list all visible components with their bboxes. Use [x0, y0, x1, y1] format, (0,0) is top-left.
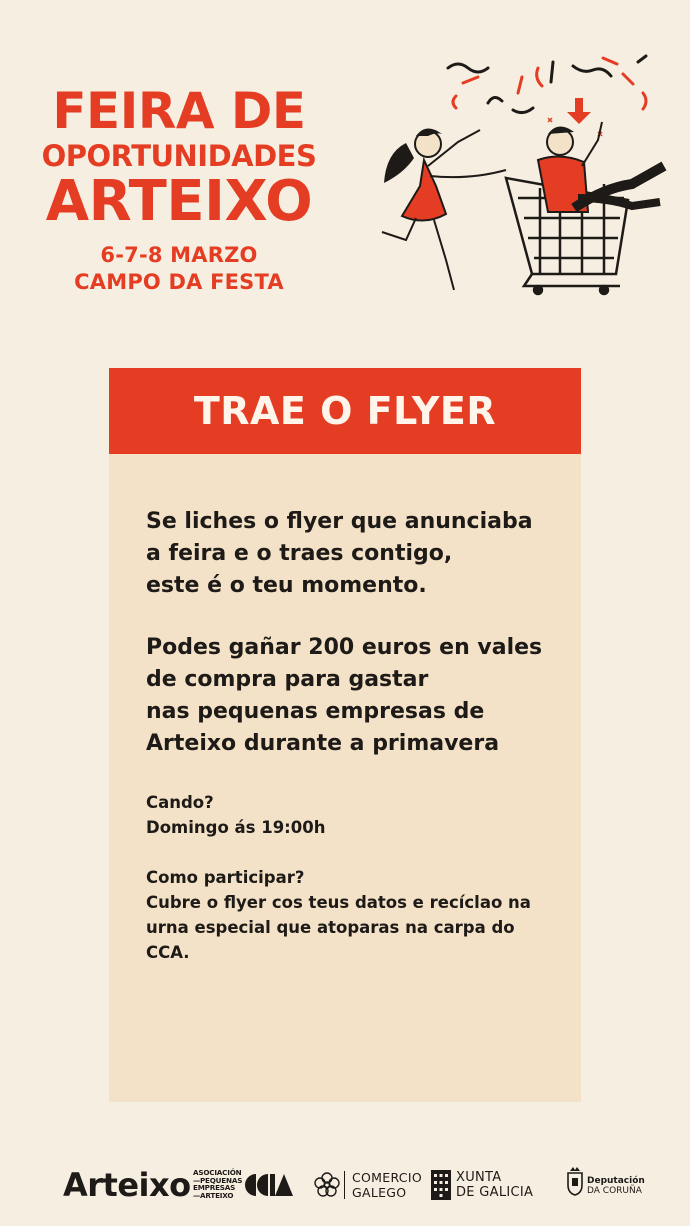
- prize-line: de compra para gastar: [146, 667, 429, 692]
- asociacion-line: ASOCIACIÓN: [193, 1168, 242, 1177]
- how-label: Como participar?: [146, 868, 305, 887]
- deputacion-line: Deputación: [587, 1176, 645, 1186]
- xunta-line: DE GALICIA: [456, 1185, 534, 1200]
- xunta-line: XUNTA: [456, 1170, 502, 1185]
- card-heading: TRAE O FLYER: [109, 368, 581, 454]
- arteixo-logo: Arteixo: [63, 1166, 191, 1204]
- asociacion-line: —ARTEIXO: [193, 1190, 234, 1200]
- how-section: [146, 865, 581, 965]
- when-value: Domingo ás 19:00h: [146, 818, 326, 837]
- event-place: CAMPO DA FESTA: [74, 270, 284, 294]
- event-title-block: [34, 82, 324, 296]
- deputacion-crest: [564, 1165, 586, 1197]
- card-body: [146, 506, 581, 965]
- asociacion-logo-text: [193, 1169, 242, 1199]
- when-section: [146, 790, 581, 840]
- asociacion-mark-icon: [244, 1172, 294, 1198]
- title-line-3: ARTEIXO: [45, 169, 313, 234]
- event-dates: 6-7-8 MARZO: [100, 243, 258, 267]
- comercio-galego-text: [352, 1170, 422, 1200]
- comercio-line: GALEGO: [352, 1185, 407, 1200]
- when-label: Cando?: [146, 793, 214, 812]
- confetti-illustration: [448, 56, 646, 113]
- intro-line: a feira e o traes contigo,: [146, 541, 453, 566]
- deputacion-line: DA CORUÑA: [587, 1186, 642, 1196]
- asociacion-line: —PEQUENAS: [193, 1175, 243, 1185]
- prize-line: Podes gañar 200 euros en vales: [146, 635, 543, 660]
- prize-line: nas pequenas empresas de: [146, 699, 485, 724]
- prize-paragraph: [146, 632, 581, 760]
- xunta-logo: [431, 1170, 451, 1200]
- deputacion-text: [587, 1176, 645, 1196]
- how-line: urna especial que atoparas na carpa do: [146, 918, 515, 937]
- title-line-1: FEIRA DE: [52, 82, 306, 140]
- prize-line: Arteixo durante a primavera: [146, 731, 500, 756]
- sponsor-footer: [0, 1160, 690, 1210]
- intro-line: este é o teu momento.: [146, 573, 427, 598]
- flyer-card: [109, 368, 581, 1102]
- comercio-galego-logo: [312, 1170, 342, 1200]
- shopping-illustration: [368, 48, 668, 298]
- asociacion-line: EMPRESAS: [193, 1183, 236, 1193]
- xunta-text: [456, 1170, 533, 1200]
- intro-line: Se liches o flyer que anunciaba: [146, 509, 533, 534]
- how-line: CCA.: [146, 943, 190, 962]
- woman-running-illustration: [382, 128, 506, 290]
- footer-divider: [344, 1171, 345, 1199]
- intro-paragraph: [146, 506, 581, 602]
- title-line-2: OPORTUNIDADES: [41, 139, 317, 173]
- comercio-line: COMERCIO: [352, 1170, 422, 1185]
- how-line: Cubre o flyer cos teus datos e recíclao na: [146, 893, 531, 912]
